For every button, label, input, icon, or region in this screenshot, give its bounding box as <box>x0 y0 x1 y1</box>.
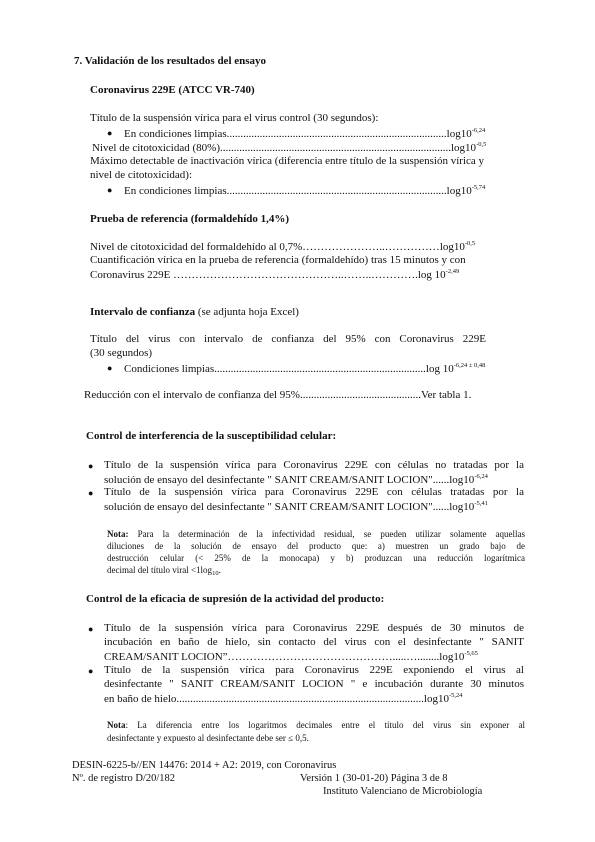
section-heading: 7. Validación de los resultados del ensayo <box>74 55 267 67</box>
max-inactivation-line2: nivel de citotoxicidad): <box>90 169 193 181</box>
reference-line3: Coronavirus 229E ………………………………………..……..………….log $10^{-2,49}$ <box>90 268 460 281</box>
efficacy-title: Control de la eficacia de supresión de la actividad del producto: <box>86 593 385 605</box>
reference-title: Prueba de referencia (formaldehído 1,4%) <box>90 213 290 225</box>
interference-note-line3: destrucción celular (< 25% de la monocapa) y b) produzcan una reducción logarítmica <box>107 553 525 563</box>
bullet-icon: ● <box>107 185 113 195</box>
interference-item1-line1: Título de la suspensión vírica para Coronavirus 229E con células no tratadas por la <box>104 459 524 471</box>
interference-item2-line1: Título de la suspensión vírica para Coronavirus 229E con células tratadas por la <box>104 486 524 498</box>
footer-version-page: Versión 1 (30-01-20) Página 3 de 8 <box>300 773 448 784</box>
reduction-line: Reducción con el intervalo de confianza del 95%............................................Ver tabla 1. <box>84 389 472 401</box>
bullet-icon: ● <box>107 128 113 138</box>
reference-line1: Nivel de citotoxicidad del formaldehído al $0,7\%\dots\dots\dots\dots\dots\dots\dots..\dots\dots\dots\dots\dots\log 10^{-0,5}$ <box>90 240 476 253</box>
max-inactivation-line1: Máximo detectable de inactivación vírica (diferencia entre título de la suspensión vírica y <box>90 155 485 167</box>
interference-note-line4: decimal del título viral $<1\log_{10}$. <box>107 565 221 577</box>
interference-title: Control de interferencia de la susceptibilidad celular: <box>86 430 337 442</box>
bullet-icon: ● <box>88 624 94 634</box>
confidence-line1: Título del virus con intervalo de confianza del 95% con Coronavirus 229E <box>90 333 486 345</box>
confidence-title: Intervalo de confianza (se adjunta hoja Excel) <box>90 306 299 318</box>
bullet-icon: ● <box>88 666 94 676</box>
cytotoxicity-line: Nivel de citotoxicidad $(80\%)....................................................................................\log 10^{-0,5}$ <box>92 141 487 154</box>
control-title: Título de la suspensión vírica para el virus control (30 segundos): <box>90 112 379 124</box>
virus-title: Coronavirus 229E (ATCC VR-740) <box>90 84 255 96</box>
bullet-icon: ● <box>88 461 94 471</box>
interference-note-line2: diluciones de la solución de ensayo del producto que: a) muestren un grado bajo de <box>107 541 525 551</box>
efficacy-note-line2: desinfectante y expuesto al desinfectante debe ser ≤ 0,5. <box>107 733 309 743</box>
efficacy-item2-line1: Título de la suspensión vírica para Coronavirus 229E exponiendo el virus al <box>104 664 524 676</box>
efficacy-item2-line3: en baño de $hielo..........................................................................................\log 10^{-5,24}$ <box>104 692 463 705</box>
reference-line2: Cuantificación vírica en la prueba de referencia (formaldehído) tras 15 minutos y con <box>90 254 466 266</box>
bullet-icon: ● <box>88 488 94 498</box>
clean-conditions-line-2: En condiciones $limpias................................................................................\log 10^{-5,74}$ <box>124 184 486 197</box>
confidence-line2: (30 segundos) <box>90 347 153 359</box>
footer-registration: Nº. de registro D/20/182 <box>72 773 175 784</box>
bullet-icon: ● <box>107 363 113 373</box>
clean-conditions-line: En condiciones $limpias................................................................................\log 10^{-6,24}$ <box>124 127 486 140</box>
efficacy-item2-line2: desinfectante " SANIT CREAM/SANIT LOCION " e incubación durante 30 minutos <box>104 678 524 690</box>
interference-item2-line2: solución de ensayo del desinfectante " SANIT CREAM/SANIT $LOCION"......\log 10^{-5,41}$ <box>104 500 488 513</box>
footer-institute: Instituto Valenciano de Microbiología <box>323 786 483 797</box>
efficacy-item1-line3: CREAM/SANIT $LOCION”\dots\dots\dots\dots\dots\dots\dots\dots\dots\dots\dots\dots\dots\dots\dots.....\dots........\log 10^{-5,65}$ <box>104 650 478 663</box>
interference-note-line1: Nota: Para la determinación de la infectividad residual, se pueden utilizar solamente aquellas <box>107 529 525 539</box>
efficacy-item1-line1: Título de la suspensión vírica para Coronavirus 229E después de 30 minutos de <box>104 622 524 634</box>
confidence-bullet: Condiciones limpias.............................................................................log $10^{-6,24 \pm 0,48}$ <box>124 362 486 375</box>
interference-item1-line2: solución de ensayo del desinfectante " SANIT CREAM/SANIT $LOCION"......\log 10^{-6,24}$ <box>104 473 488 486</box>
efficacy-note-line1: Nota: La diferencia entre los logaritmos decimales entre el título del virus sin exponer al <box>107 720 525 730</box>
footer-document-id: DESIN-6225-b//EN 14476: 2014 + A2: 2019, con Coronavirus <box>72 760 337 771</box>
efficacy-item1-line2: incubación en baño de hielo, sin contacto del virus con el desinfectante " SANIT <box>104 636 524 648</box>
